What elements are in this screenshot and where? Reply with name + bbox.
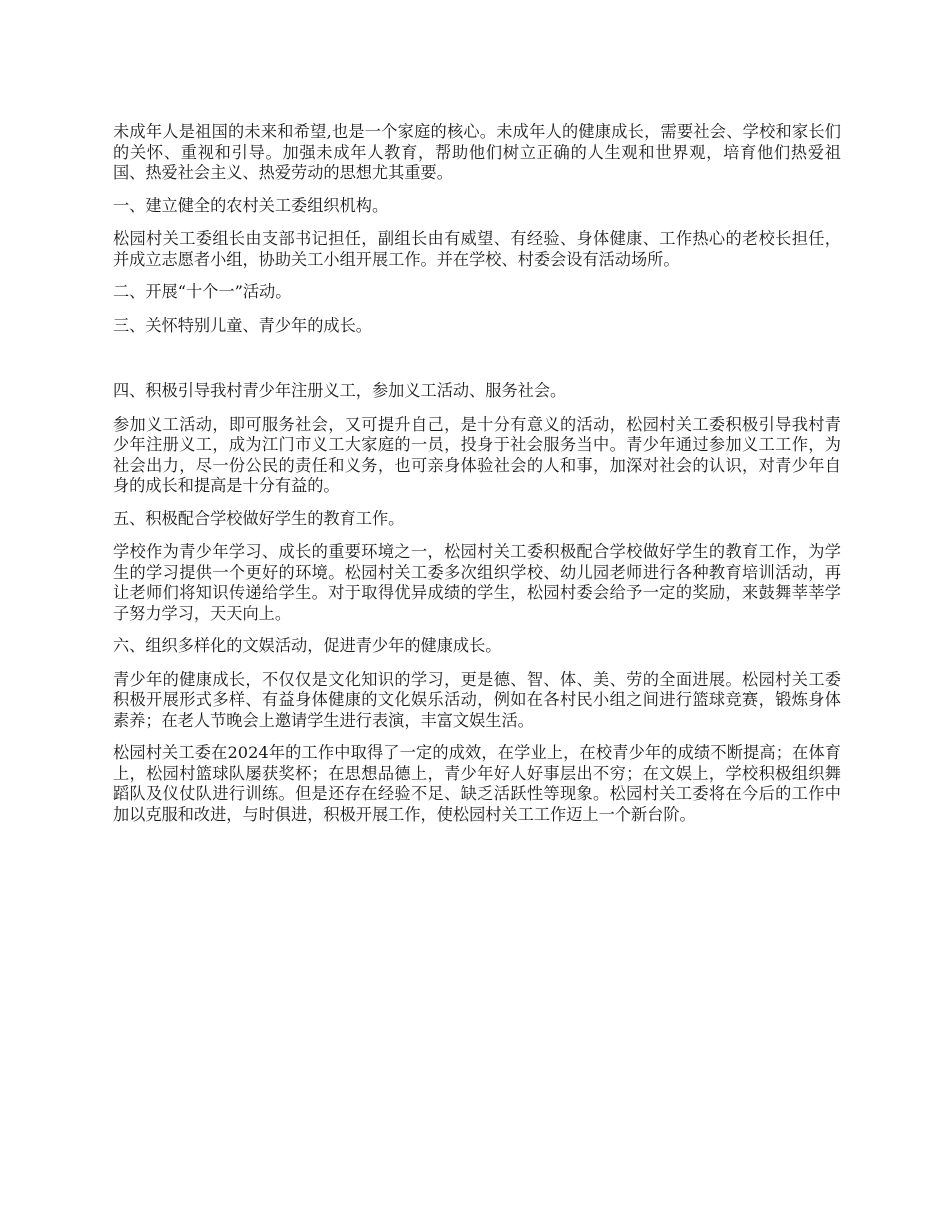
section-heading-6: 六、组织多样化的文娱活动，促进青少年的健康成长。 <box>113 636 502 655</box>
section-1-paragraph: 松园村关工委组长由支部书记担任，副组长由有威望、有经验、身体健康、工作热心的老校长担任，并成立志愿者小组，协助关工小组开展工作。并在学校、村委会设有活动场所。 <box>113 229 841 269</box>
section-heading-2: 二、开展“十个一”活动。 <box>113 282 292 301</box>
section-6-paragraph: 青少年的健康成长，不仅仅是文化知识的学习，更是德、智、体、美、劳的全面进展。松园村关工委积极开展形式多样、有益身体健康的文化娱乐活动，例如在各村民小组之间进行篮球竞赛，锻炼身体素养；在老人节晚会上邀请学生进行表演，丰富文娱生活。 <box>113 669 841 730</box>
section-heading-4: 四、积极引导我村青少年注册义工，参加义工活动、服务社会。 <box>113 381 567 400</box>
section-heading-5: 五、积极配合学校做好学生的教育工作。 <box>113 508 405 528</box>
document-body <box>113 122 841 837</box>
section-5-paragraph: 学校作为青少年学习、成长的重要环境之一，松园村关工委积极配合学校做好学生的教育工作，为学生的学习提供一个更好的环境。松园村关工委多次组织学校、幼儿园老师进行各种教育培训活动，再让老师们将知识传递给学生。对于取得优异成绩的学生，松园村委会给予一定的奖励，来鼓舞莘莘学子努力学习，天天向上。 <box>113 542 841 623</box>
section-4-paragraph: 参加义工活动，即可服务社会，又可提升自己，是十分有意义的活动，松园村关工委积极引导我村青少年注册义工，成为江门市义工大家庭的一员，投身于社会服务当中。青少年通过参加义工工作，为社会出力，尽一份公民的责任和义务，也可亲身体验社会的人和事，加深对社会的认识，对青少年自身的成长和提高是十分有益的。 <box>113 414 841 495</box>
section-heading-1: 一、建立健全的农村关工委组织机构。 <box>113 195 389 215</box>
intro-paragraph: 未成年人是祖国的未来和希望,也是一个家庭的核心。未成年人的健康成长，需要社会、学校和家长们的关怀、重视和引导。加强未成年人教育，帮助他们树立正确的人生观和世界观，培育他们热爱祖国、热爱社会主义、热爱劳动的思想尤其重要。 <box>113 122 841 182</box>
conclusion-paragraph: 松园村关工委在2024年的工作中取得了一定的成效，在学业上，在校青少年的成绩不断提高；在体育上，松园村篮球队屡获奖杯；在思想品德上，青少年好人好事层出不穷；在文娱上，学校积极组织舞蹈队及仪仗队进行训练。但是还存在经验不足、缺乏活跃性等现象。松园村关工委将在今后的工作中加以克服和改进，与时俱进，积极开展工作，使松园村关工工作迈上一个新台阶。 <box>113 743 841 824</box>
section-heading-3: 三、关怀特别儿童、青少年的成长。 <box>113 315 372 335</box>
